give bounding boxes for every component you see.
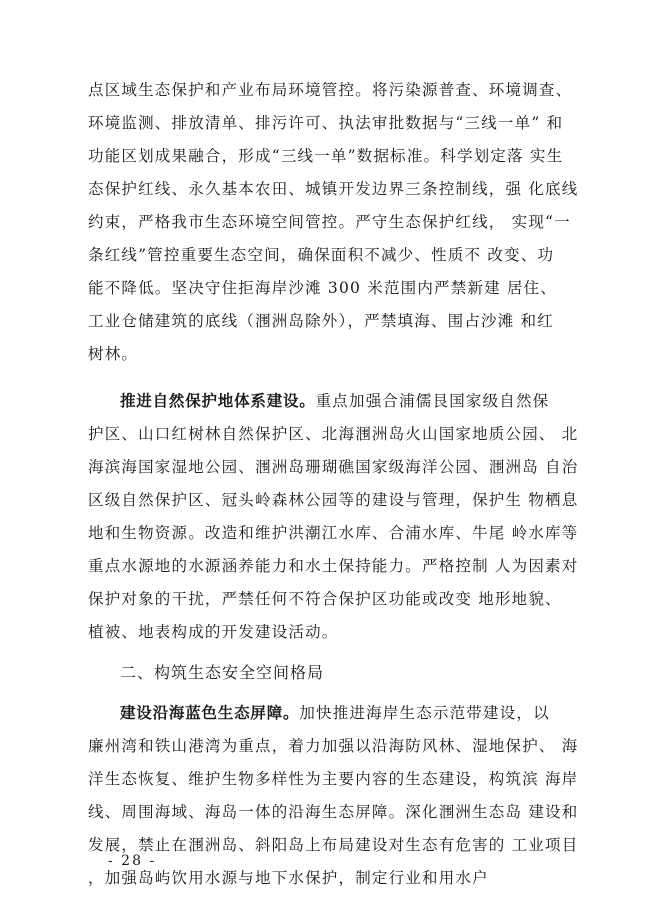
text-line: 廉州湾和铁山港湾为重点，着力加强以沿海防风林、湿地保护、 海 [88, 737, 579, 755]
text-line: 条红线”管控重要生态空间，确保面积不减少、性质不 改变、功 [88, 246, 555, 264]
text-line: 地和生物资源。改造和维护洪潮江水库、合浦水库、牛尾 岭水库等 [88, 524, 579, 542]
text-line: 树林。 [88, 345, 139, 363]
text-line [120, 703, 620, 723]
paragraph-lead-rest: 重点加强合浦儒艮国家级自然保 [315, 392, 550, 410]
text-line: 点区域生态保护和产业布局环境管控。将污染源普查、环境调查、 [88, 81, 573, 99]
text-line: 保护对象的干扰，严禁任何不符合保护区功能或改变 地形地貌、 [88, 590, 562, 608]
paragraph-lead-heading: 推进自然保护地体系建设。 [120, 392, 316, 410]
text-line: 功能区划成果融合，形成“三线一单”数据标准。科学划定落 实生 [88, 147, 564, 165]
section-heading: 二、构筑生态安全空间格局 [120, 663, 325, 682]
text-line: 态保护红线、永久基本农田、城镇开发边界三条控制线，强 化底线 [88, 180, 579, 198]
text-line: 工业仓储建筑的底线（涠洲岛除外），严禁填海、围占沙滩 和红 [88, 312, 554, 330]
page-number: - 28 - [108, 853, 157, 869]
text-line: 重点水源地的水源涵养能力和水土保持能力。严格控制 人为因素对 [88, 557, 579, 575]
paragraph-lead-rest: 加快推进海岸生态示范带建设，以 [299, 704, 550, 722]
text-line: 区级自然保护区、冠头岭森林公园等的建设与管理，保护生 物栖息 [88, 491, 579, 509]
text-line: ，加强岛屿饮用水源与地下水保护，制定行业和用水户 [88, 869, 489, 887]
text-line [120, 391, 620, 411]
text-line: 环境监测、排放清单、排污许可、执法审批数据与“三线一单” 和 [88, 114, 564, 132]
text-line: 能不降低。坚决守住拒海岸沙滩 300 米范围内严禁新建 居住、 [88, 279, 558, 297]
text-line: 洋生态恢复、维护生物多样性为主要内容的生态建设，构筑滨 海岸 [88, 770, 579, 788]
text-line: 植被、地表构成的开发建设活动。 [88, 623, 339, 641]
paragraph-lead-heading: 建设沿海蓝色生态屏障。 [120, 704, 300, 722]
text-line: 海滨海国家湿地公园、涠洲岛珊瑚礁国家级海洋公园、涠洲岛 自治 [88, 458, 579, 476]
text-line: 约束，严格我市生态环境空间管控。严守生态保护红线， 实现“一 [88, 213, 571, 231]
text-line: 线、周围海域、海岛一体的沿海生态屏障。深化涠洲生态岛 建设和 [88, 803, 579, 821]
text-line: 护区、山口红树林自然保护区、北海涠洲岛火山国家地质公园、 北 [88, 425, 579, 443]
text-line: 发展，禁止在涠洲岛、斜阳岛上布局建设对生态有危害的 工业项目 [88, 836, 579, 854]
